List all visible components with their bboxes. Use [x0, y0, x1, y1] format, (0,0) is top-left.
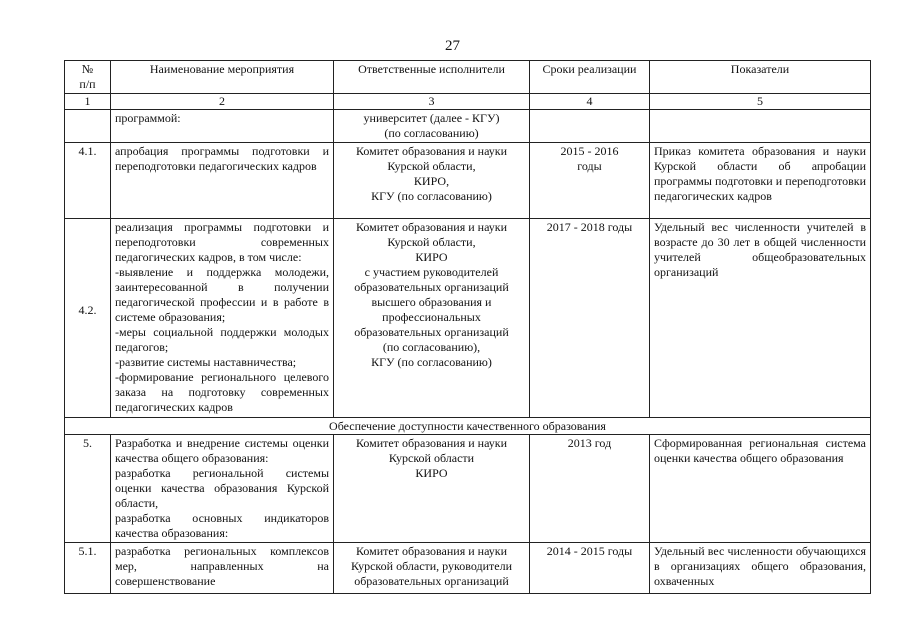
table-row [65, 435, 871, 543]
row-terms: 2013 год [530, 435, 650, 543]
page-number: 27 [445, 38, 460, 54]
table-row [65, 219, 871, 418]
section-title: Обеспечение доступности качественного образования [65, 418, 871, 435]
row-terms: 2014 - 2015 годы [530, 543, 650, 594]
section-row [65, 418, 871, 435]
row-indicators [650, 110, 871, 143]
row-name: реализация программы подготовки и переподготовки современных педагогических кадров, в том числе: -выявление и поддержка молодежи, заинтересованной в получении педагогической профессии и в работе в системе образования; -меры социальной поддержки молодых педагогов; -развитие системы наставничества; -формирование регионального целевого заказа на подготовку современных педагогических кадров [111, 219, 334, 418]
header-terms: Сроки реализации [530, 61, 650, 94]
measures-table [64, 60, 871, 594]
table-header-row [65, 61, 871, 94]
row-indicators: Сформированная региональная система оценки качества общего образования [650, 435, 871, 543]
table-row [65, 110, 871, 143]
row-terms: 2015 - 2016 годы [530, 143, 650, 219]
header-executors: Ответственные исполнители [334, 61, 530, 94]
row-terms [530, 110, 650, 143]
row-num [65, 110, 111, 143]
row-num: 5. [65, 435, 111, 543]
column-index-row [65, 94, 871, 110]
row-name: Разработка и внедрение системы оценки качества общего образования: разработка региональной системы оценки качества образования Курской области, разработка основных индикаторов качества образования: [111, 435, 334, 543]
row-num: 4.2. [78, 303, 97, 317]
table-row [65, 143, 871, 219]
row-executors: Комитет образования и науки Курской области, КИРО с участием руководителей образовательных организаций высшего образования и профессиональных образовательных организаций (по согласованию), КГУ (по согласованию) [334, 219, 530, 418]
column-index: 4 [530, 94, 650, 110]
column-index: 5 [650, 94, 871, 110]
row-name: разработка региональных комплексов мер, направленных на совершенствование [111, 543, 334, 594]
column-index: 2 [111, 94, 334, 110]
row-name: программой: [111, 110, 334, 143]
row-indicators: Удельный вес численности обучающихся в организациях общего образования, охваченных [650, 543, 871, 594]
row-executors: университет (далее - КГУ) (по согласованию) [334, 110, 530, 143]
row-indicators: Приказ комитета образования и науки Курской области об апробации программы подготовки и переподготовки педагогических кадров [650, 143, 871, 219]
row-executors: Комитет образования и науки Курской области, руководители образовательных организаций [334, 543, 530, 594]
header-num: № п/п [65, 61, 111, 94]
row-num: 4.1. [65, 143, 111, 219]
row-executors: Комитет образования и науки Курской области КИРО [334, 435, 530, 543]
table-row [65, 543, 871, 594]
row-num-cell [65, 219, 111, 418]
row-name: апробация программы подготовки и переподготовки педагогических кадров [111, 143, 334, 219]
row-indicators: Удельный вес численности учителей в возрасте до 30 лет в общей численности учителей общеобразовательных организаций [650, 219, 871, 418]
row-executors: Комитет образования и науки Курской области, КИРО, КГУ (по согласованию) [334, 143, 530, 219]
column-index: 1 [65, 94, 111, 110]
column-index: 3 [334, 94, 530, 110]
row-num: 5.1. [65, 543, 111, 594]
header-indicators: Показатели [650, 61, 871, 94]
row-terms: 2017 - 2018 годы [530, 219, 650, 418]
header-name: Наименование мероприятия [111, 61, 334, 94]
